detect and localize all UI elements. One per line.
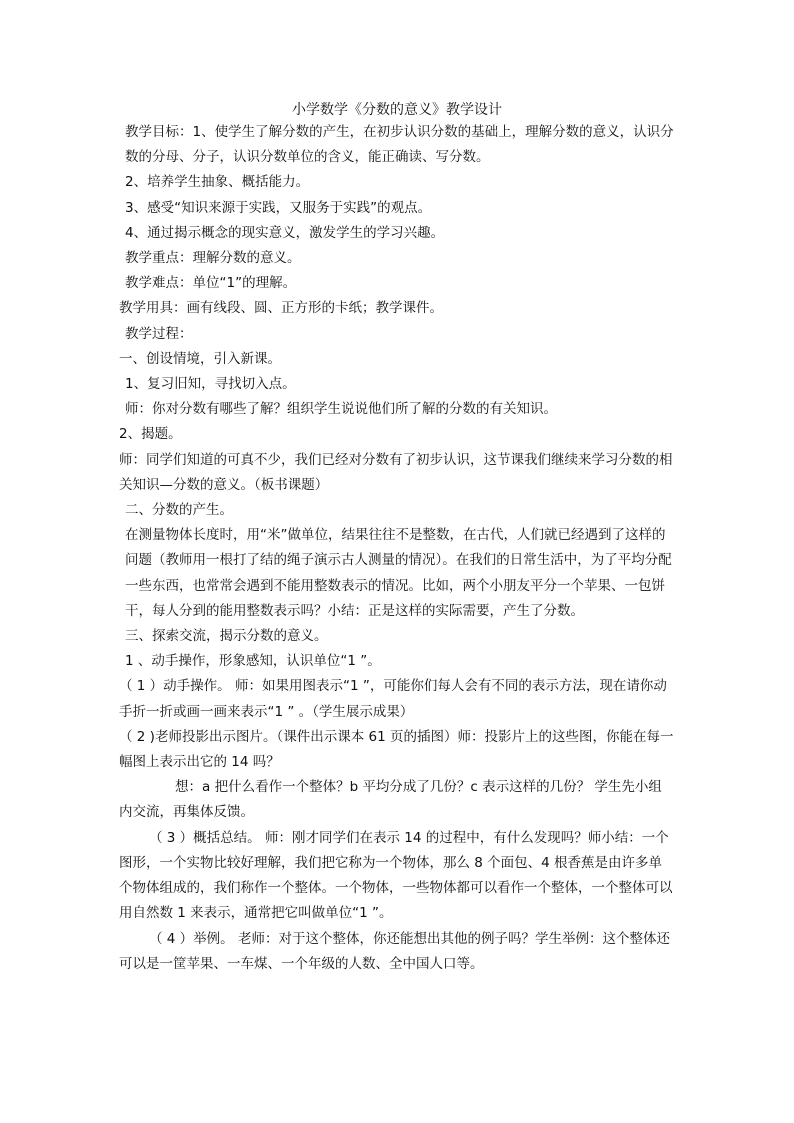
key-point: 教学重点：理解分数的意义。 (125, 250, 301, 267)
step-1-activity: （ 1 ）动手操作。 师：如果用图表示“1 ”，可能你们每人会有不同的表示方法，现在请你动手折一折或画一画来表示“1 ” 。（学生展示成果） (119, 678, 667, 720)
section-3-heading: 三、探索交流，揭示分数的意义。 (125, 628, 328, 645)
section-2-heading: 二、分数的产生。 (125, 502, 233, 519)
step-1-heading: 1 、动手操作，形象感知，认识单位“1 ”。 (125, 653, 381, 670)
objective-2: 2、培养学生抽象、概括能力。 (125, 174, 310, 191)
think-questions: 想：a 把什么看作一个整体？b 平均分成了几份？c 表示这样的几份？ 学生先小组内交流，再集体反馈。 (119, 779, 662, 821)
process-heading: 教学过程： (125, 325, 193, 342)
document-page (119, 100, 675, 977)
step-4-examples: （ 4 ）举例。 老师：对于这个整体，你还能想出其他的例子吗？学生举例：这个整体还可以是一筐苹果、一车煤、一个年级的人数、全中国人口等。 (119, 930, 670, 972)
teacher-intro: 师：同学们知道的可真不少，我们已经对分数有了初步认识，这节课我们继续来学习分数的相关知识—分数的意义。（板书课题） (119, 451, 673, 493)
difficulty: 教学难点：单位“1”的理解。 (125, 275, 297, 292)
document-title: 小学数学《分数的意义》教学设计 (292, 102, 502, 118)
objectives-paragraph: 教学目标：1、使学生了解分数的产生，在初步认识分数的基础上，理解分数的意义，认识分数的分母、分子，认识分数单位的含义，能正确读、写分数。 (125, 124, 674, 166)
section-1-heading: 一、创设情境，引入新课。 (119, 350, 281, 367)
step-3-summary: （ 3 ）概括总结。 师：刚才同学们在表示 14 的过程中，有什么发现吗？师小结：一个图形，一个实物比较好理解，我们把它称为一个物体，那么 8 个面包、4 根香蕉是由许多单个物体组成的，我们称作一个整体。一个物体，一些物体都可以看作一个整体，一个整体可以用自然数 1 来表示，通常把它叫做单位“1 ”。 (119, 829, 673, 922)
step-2-projection: （ 2 )老师投影出示图片。（课件出示课本 61 页的插图）师：投影片上的这些图，你能在每一幅图上表示出它的 14 吗？ (119, 728, 674, 771)
objective-4: 4、通过揭示概念的现实意义，激发学生的学习兴趣。 (125, 224, 445, 241)
review-step: 1、复习旧知，寻找切入点。 (125, 376, 296, 393)
reveal-topic: 2、揭题。 (119, 426, 182, 443)
teacher-question: 师：你对分数有哪些了解？组织学生说说他们所了解的分数的有关知识。 (125, 401, 557, 418)
origin-paragraph: 在测量物体长度时，用“米”做单位，结果往往不是整数，在古代，人们就已经遇到了这样的问题（教师用一根打了结的绳子演示古人测量的情况）。在我们的日常生活中，为了平均分配一些东西，也常常会遇到不能用整数表示的情况。比如，两个小朋友平分一个苹果、一包饼干，每人分到的能用整数表示吗？小结：正是这样的实际需要，产生了分数。 (125, 527, 672, 619)
objective-3: 3、感受“知识来源于实践，又服务于实践”的观点。 (125, 199, 432, 216)
teaching-tools: 教学用具：画有线段、圆、正方形的卡纸；教学课件。 (119, 300, 443, 317)
